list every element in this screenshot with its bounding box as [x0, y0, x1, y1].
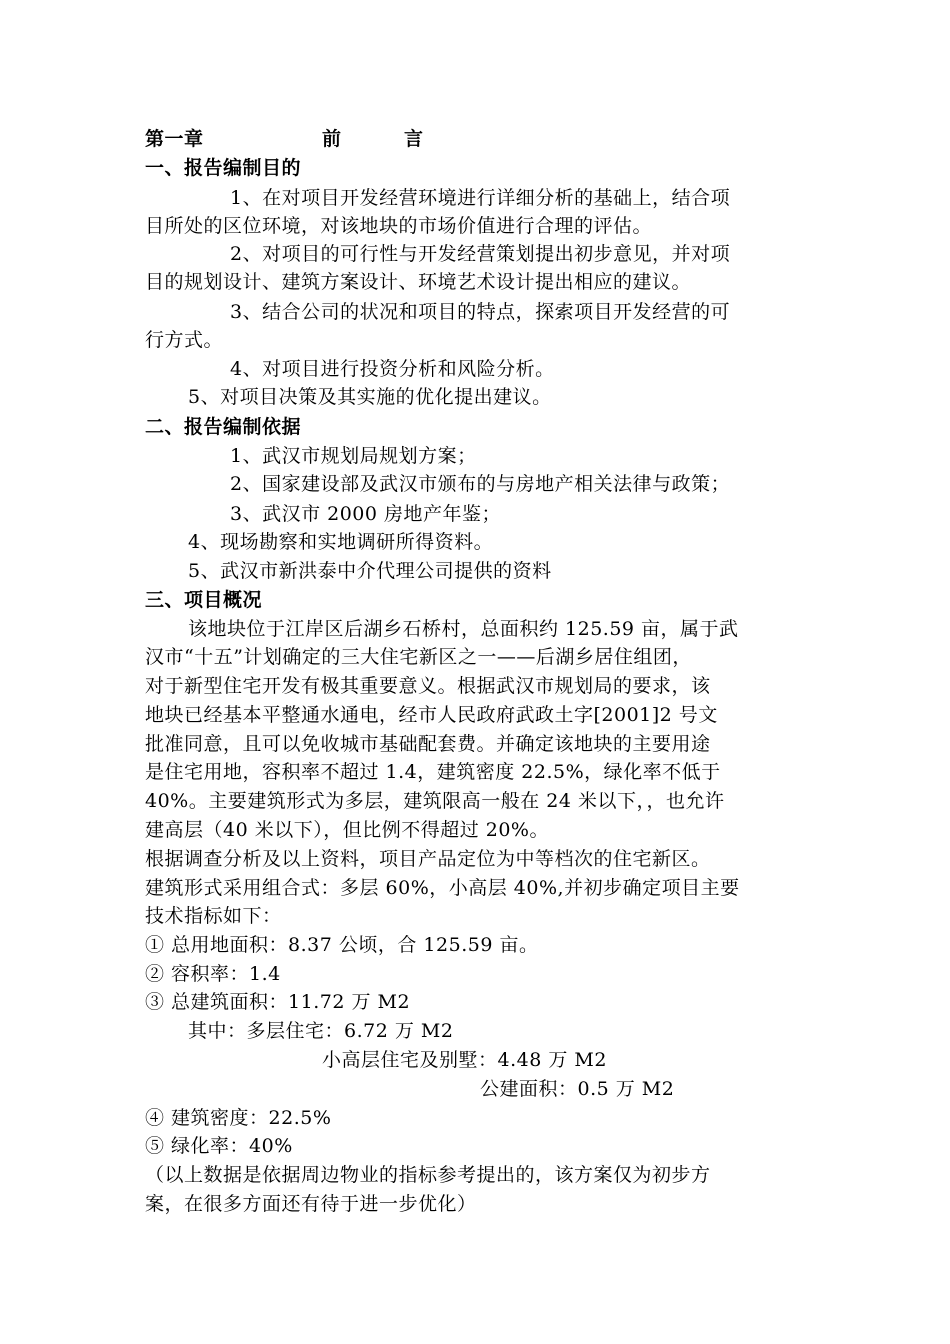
- indicator-sub-item: 小高层住宅及别墅：4.48 万 M2: [322, 1049, 607, 1071]
- paragraph-line: 地块已经基本平整通水通电，经市人民政府武政土字[2001]2 号文: [145, 704, 718, 726]
- paragraph-line: 是住宅用地，容积率不超过 1.4，建筑密度 22.5%，绿化率不低于: [145, 761, 721, 783]
- chapter-title: 前 言: [322, 128, 446, 150]
- paragraph-line: 批准同意，且可以免收城市基础配套费。并确定该地块的主要用途: [145, 733, 711, 755]
- paragraph-line: 3、结合公司的状况和项目的特点，探索项目开发经营的可: [230, 301, 731, 323]
- paragraph-line: 建高层（40 米以下），但比例不得超过 20%。: [145, 819, 549, 841]
- section-heading: 二、报告编制依据: [145, 416, 302, 438]
- paragraph-line: 行方式。: [145, 329, 224, 351]
- paragraph-line: 技术指标如下：: [145, 905, 282, 927]
- paragraph-line: 4、对项目进行投资分析和风险分析。: [230, 358, 555, 380]
- chapter-label: 第一章: [145, 128, 204, 150]
- indicator-sub-item: 公建面积：0.5 万 M2: [480, 1078, 675, 1100]
- note-line: （以上数据是依据周边物业的指标参考提出的，该方案仅为初步方: [145, 1164, 711, 1186]
- indicator-item: ③ 总建筑面积：11.72 万 M2: [145, 991, 411, 1013]
- list-item: 2、国家建设部及武汉市颁布的与房地产相关法律与政策；: [230, 473, 731, 495]
- section-heading: 一、报告编制目的: [145, 157, 302, 179]
- paragraph-line: 汉市“十五”计划确定的三大住宅新区之一——后湖乡居住组团，: [145, 646, 692, 668]
- indicator-item: ② 容积率：1.4: [145, 963, 281, 985]
- indicator-item: ⑤ 绿化率：40%: [145, 1135, 293, 1157]
- section-heading: 三、项目概况: [145, 589, 263, 611]
- paragraph-line: 目的规划设计、建筑方案设计、环境艺术设计提出相应的建议。: [145, 271, 692, 293]
- paragraph-line: 根据调查分析及以上资料，项目产品定位为中等档次的住宅新区。: [145, 848, 711, 870]
- paragraph-line: 建筑形式采用组合式：多层 60%，小高层 40%,并初步确定项目主要: [145, 877, 740, 899]
- list-item: 3、武汉市 2000 房地产年鉴；: [230, 503, 502, 525]
- list-item: 5、武汉市新洪泰中介代理公司提供的资料: [188, 560, 552, 582]
- indicator-item: ④ 建筑密度：22.5%: [145, 1107, 332, 1129]
- paragraph-line: 5、对项目决策及其实施的优化提出建议。: [188, 386, 552, 408]
- paragraph-line: 对于新型住宅开发有极其重要意义。根据武汉市规划局的要求，该: [145, 675, 711, 697]
- paragraph-line: 40%。主要建筑形式为多层，建筑限高一般在 24 米以下，，也允许: [145, 790, 725, 812]
- indicator-item: ① 总用地面积：8.37 公顷，合 125.59 亩。: [145, 934, 539, 956]
- paragraph-line: 目所处的区位环境，对该地块的市场价值进行合理的评估。: [145, 215, 653, 237]
- paragraph-line: 1、在对项目开发经营环境进行详细分析的基础上，结合项: [230, 187, 731, 209]
- note-line: 案，在很多方面还有待于进一步优化）: [145, 1193, 477, 1215]
- paragraph-line: 该地块位于江岸区后湖乡石桥村，总面积约 125.59 亩，属于武: [188, 618, 739, 640]
- indicator-sub-item: 其中：多层住宅：6.72 万 M2: [188, 1020, 454, 1042]
- list-item: 4、现场勘察和实地调研所得资料。: [188, 531, 494, 553]
- list-item: 1、武汉市规划局规划方案；: [230, 445, 477, 467]
- paragraph-line: 2、对项目的可行性与开发经营策划提出初步意见，并对项: [230, 243, 731, 265]
